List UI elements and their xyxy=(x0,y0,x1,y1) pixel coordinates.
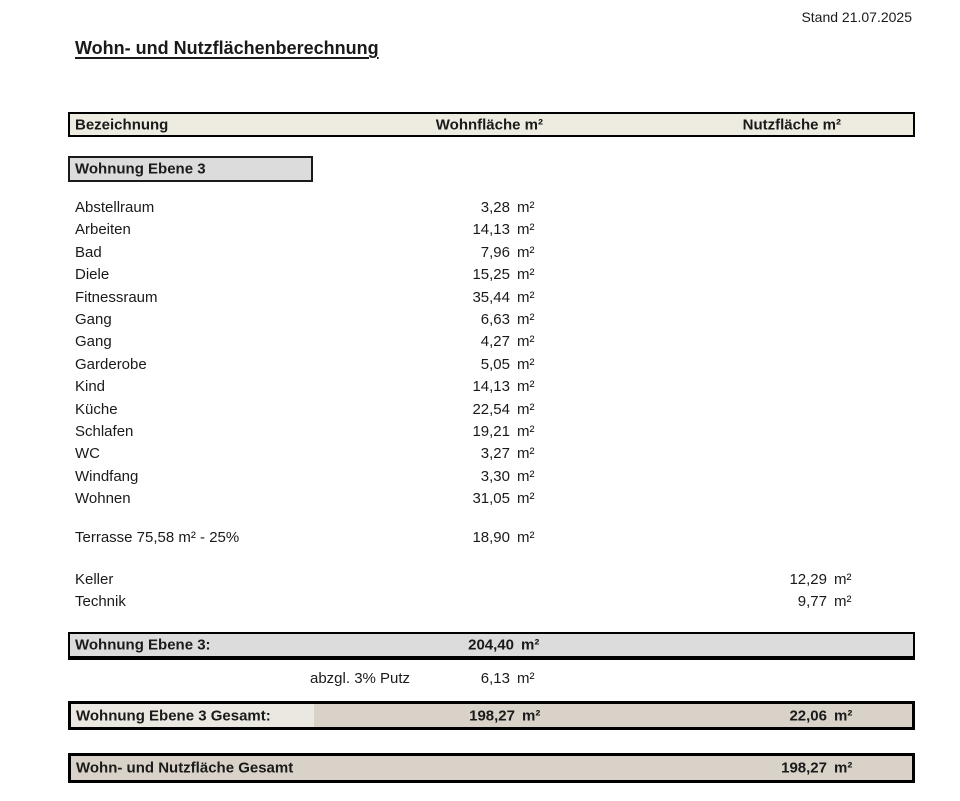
room-area-wohnflaeche xyxy=(448,421,543,443)
unit-m2: m² xyxy=(834,759,853,777)
area-number: 9,77 xyxy=(797,593,827,610)
area-number: 12,29 xyxy=(789,571,827,588)
unit-m2: m² xyxy=(834,571,852,588)
level-total-label: Wohnung Ebene 3 Gesamt: xyxy=(76,707,271,724)
unit-m2: m² xyxy=(834,593,852,610)
unit-m2: m² xyxy=(517,333,535,351)
unit-m2: m² xyxy=(517,243,535,261)
area-number: 4,27 xyxy=(480,333,510,351)
room-area-wohnflaeche xyxy=(448,331,543,353)
room-area-wohnflaeche xyxy=(448,197,543,219)
unit-m2: m² xyxy=(517,529,535,546)
terrasse-row xyxy=(0,527,960,549)
level-total-wohnflaeche xyxy=(453,707,548,724)
deduction-row xyxy=(0,668,960,690)
room-area-wohnflaeche xyxy=(448,466,543,488)
unit-m2: m² xyxy=(522,707,541,724)
area-number: 5,05 xyxy=(480,355,510,373)
grand-total-value xyxy=(765,760,860,777)
subtotal-row xyxy=(68,632,915,660)
grand-total-label: Wohn- und Nutzfläche Gesamt xyxy=(76,759,294,777)
room-row xyxy=(0,309,960,331)
terrasse-label: Terrasse 75,58 m² - 25% xyxy=(75,529,240,546)
nutz-room-row xyxy=(0,591,960,613)
room-name: Garderobe xyxy=(75,355,147,373)
unit-m2: m² xyxy=(517,310,535,328)
room-area-wohnflaeche xyxy=(448,219,543,241)
column-header-bezeichnung: Bezeichnung xyxy=(75,116,169,133)
area-number: 198,27 xyxy=(469,707,515,724)
room-name: Fitnessraum xyxy=(75,288,158,306)
unit-m2: m² xyxy=(517,199,535,216)
unit-m2: m² xyxy=(517,288,535,306)
room-area-wohnflaeche xyxy=(448,354,543,376)
column-header-wohnflaeche: Wohnfläche m² xyxy=(435,116,543,133)
room-row xyxy=(0,488,960,510)
room-name: Abstellraum xyxy=(75,199,155,216)
area-number: 3,28 xyxy=(480,199,510,216)
room-name: Schlafen xyxy=(75,422,134,440)
room-row xyxy=(0,354,960,376)
deduction-label: abzgl. 3% Putz xyxy=(310,670,411,687)
subtotal-wohnflaeche xyxy=(452,637,547,654)
terrasse-area-wohnflaeche xyxy=(448,527,543,549)
room-name: Diele xyxy=(75,266,110,284)
level-total-row xyxy=(68,701,915,730)
nutz-room-row xyxy=(0,569,960,591)
room-name: Bad xyxy=(75,243,102,261)
room-row xyxy=(0,219,960,241)
unit-m2: m² xyxy=(517,490,535,508)
room-area-wohnflaeche xyxy=(448,309,543,331)
room-row xyxy=(0,242,960,264)
room-row xyxy=(0,287,960,309)
area-number: 14,13 xyxy=(472,378,510,396)
section-label-box xyxy=(68,156,313,182)
page-title: Wohn- und Nutzflächenberechnung xyxy=(75,38,379,58)
room-area-wohnflaeche xyxy=(448,399,543,421)
room-name: WC xyxy=(75,445,100,463)
room-name: Wohnen xyxy=(75,490,131,508)
area-number: 31,05 xyxy=(472,490,510,508)
subtotal-label: Wohnung Ebene 3: xyxy=(75,636,211,654)
unit-m2: m² xyxy=(517,400,535,418)
unit-m2: m² xyxy=(517,670,535,687)
room-name: Gang xyxy=(75,333,112,351)
area-number: 3,30 xyxy=(480,467,510,485)
unit-m2: m² xyxy=(517,445,535,463)
unit-m2: m² xyxy=(517,467,535,485)
room-list xyxy=(0,197,960,510)
area-number: 7,96 xyxy=(480,243,510,261)
room-row xyxy=(0,443,960,465)
room-name: Technik xyxy=(75,593,126,610)
unit-m2: m² xyxy=(517,378,535,396)
deduction-wohnflaeche xyxy=(448,668,543,690)
room-row xyxy=(0,331,960,353)
table-header-row xyxy=(68,112,915,137)
unit-m2: m² xyxy=(517,422,535,440)
grand-total-row xyxy=(68,753,915,783)
room-area-wohnflaeche xyxy=(448,376,543,398)
area-number: 15,25 xyxy=(472,266,510,284)
room-area-wohnflaeche xyxy=(448,488,543,510)
room-name: Windfang xyxy=(75,467,139,485)
stand-date: Stand 21.07.2025 xyxy=(801,9,912,25)
room-row xyxy=(0,466,960,488)
room-name: Küche xyxy=(75,400,118,418)
room-area-wohnflaeche xyxy=(448,264,543,286)
area-number: 18,90 xyxy=(472,529,510,546)
area-number: 22,54 xyxy=(472,400,510,418)
room-name: Kind xyxy=(75,378,106,396)
area-number: 198,27 xyxy=(781,759,827,777)
area-number: 6,13 xyxy=(480,670,510,687)
unit-m2: m² xyxy=(517,266,535,284)
column-header-nutzflaeche: Nutzfläche m² xyxy=(742,116,841,133)
section-label: Wohnung Ebene 3 xyxy=(75,160,206,178)
room-name: Keller xyxy=(75,571,114,588)
room-name: Arbeiten xyxy=(75,221,131,239)
room-row xyxy=(0,264,960,286)
area-number: 19,21 xyxy=(472,422,510,440)
room-row xyxy=(0,399,960,421)
room-row xyxy=(0,376,960,398)
area-number: 35,44 xyxy=(472,288,510,306)
room-row xyxy=(0,197,960,219)
unit-m2: m² xyxy=(517,355,535,373)
unit-m2: m² xyxy=(517,221,535,239)
room-area-wohnflaeche xyxy=(448,287,543,309)
area-number: 3,27 xyxy=(480,445,510,463)
area-number: 6,63 xyxy=(480,310,510,328)
room-area-wohnflaeche xyxy=(448,242,543,264)
room-name: Gang xyxy=(75,310,112,328)
level-total-nutzflaeche xyxy=(765,707,860,724)
area-number: 204,40 xyxy=(468,636,514,654)
room-row xyxy=(0,421,960,443)
unit-m2: m² xyxy=(834,707,853,724)
area-number: 22,06 xyxy=(789,707,827,724)
room-area-nutzflaeche xyxy=(765,569,860,591)
unit-m2: m² xyxy=(521,636,540,654)
room-area-nutzflaeche xyxy=(765,591,860,613)
area-number: 14,13 xyxy=(472,221,510,239)
room-area-wohnflaeche xyxy=(448,443,543,465)
